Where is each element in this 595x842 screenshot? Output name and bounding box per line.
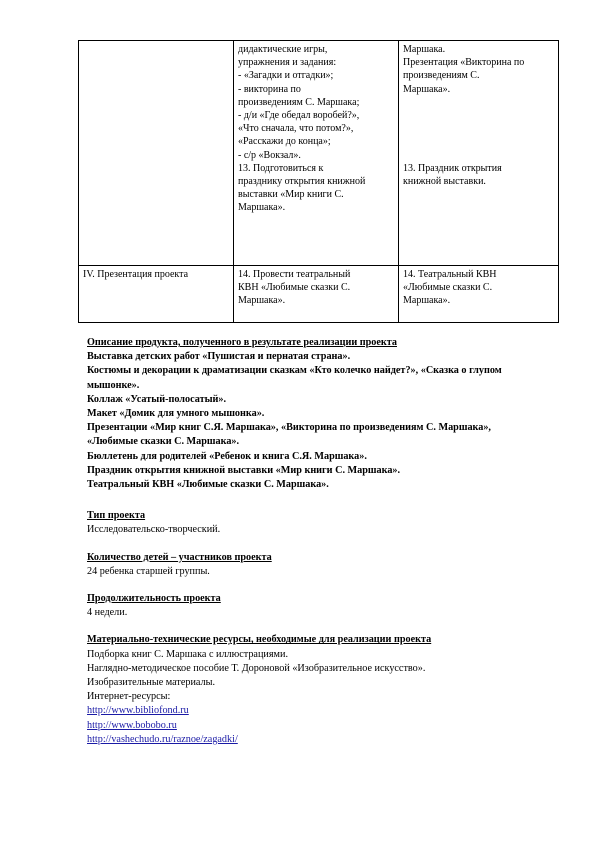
cell-text: произведениям С.	[403, 70, 480, 82]
table-row	[79, 266, 559, 323]
section-value: 4 недели.	[87, 607, 128, 619]
cell-text: 14. Театральный КВН	[403, 269, 497, 280]
results-cell	[399, 41, 559, 266]
results-cell	[399, 266, 559, 323]
cell-text: «Что сначала, что потом?»,	[238, 123, 354, 135]
cell-text: - д/и «Где обедал воробей?»,	[238, 110, 360, 122]
stage-cell	[79, 266, 234, 323]
cell-text: Маршака».	[238, 295, 286, 307]
section-heading: Материально-технические ресурсы, необходимые для реализации проекта	[87, 634, 432, 646]
product-line: Костюмы и декорации к драматизации сказкам «Кто колечко найдет?», «Сказка о глупом	[87, 365, 502, 377]
resources-section	[87, 633, 557, 747]
activities-cell	[234, 266, 399, 323]
cell-text: произведениям С. Маршака;	[238, 96, 360, 108]
section-value: Исследовательско-творческий.	[87, 524, 221, 536]
cell-text: 13. Подготовиться к	[238, 162, 324, 174]
product-line: Презентации «Мир книг С.Я. Маршака», «Викторина по произведениям С. Маршака»,	[87, 422, 491, 434]
resource-line: Подборка книг С. Маршака с иллюстрациями.	[87, 648, 288, 660]
cell-text: 13. Праздник открытия	[403, 162, 502, 174]
resource-line: Интернет-ресурсы:	[87, 691, 171, 703]
cell-text: IV. Презентация проекта	[83, 269, 189, 280]
project-description	[87, 336, 557, 747]
product-line: Театральный КВН «Любимые сказки С. Маршака».	[87, 479, 329, 491]
product-line: мышонке».	[87, 379, 140, 391]
type-section	[87, 509, 557, 537]
section-value: 24 ребенка старшей группы.	[87, 565, 210, 577]
product-line: Макет «Домик для умного мышонка».	[87, 408, 265, 420]
participants-section	[87, 551, 557, 579]
cell-text: Маршака».	[238, 202, 286, 214]
cell-text: Маршака.	[403, 44, 446, 55]
resource-line: Наглядно-методическое пособие Т. Дороновой «Изобразительное искусство».	[87, 662, 426, 674]
product-line: Праздник открытия книжной выставки «Мир книги С. Маршака».	[87, 464, 401, 476]
project-plan-table	[78, 40, 559, 323]
resource-line: Изобразительные материалы.	[87, 677, 215, 689]
cell-text: упражнения и задания:	[238, 57, 337, 69]
cell-text: «Расскажи до конца»;	[238, 136, 331, 148]
cell-text: Презентация «Викторина по	[403, 57, 525, 69]
cell-text: книжной выставки.	[403, 176, 486, 188]
cell-text: дидактические игры,	[238, 44, 328, 55]
cell-text: - «Загадки и отгадки»;	[238, 70, 334, 82]
cell-text: - викторина по	[238, 83, 301, 95]
resource-link-vashechudo[interactable]: http://vashechudo.ru/raznoe/zagadki/	[87, 733, 238, 745]
cell-text: празднику открытия книжной	[238, 176, 366, 188]
activities-cell	[234, 41, 399, 266]
cell-text: - с/р «Вокзал».	[238, 149, 301, 161]
table-row	[79, 41, 559, 266]
cell-text: 14. Провести театральный	[238, 269, 351, 280]
resource-link-bobobo[interactable]: http://www.bobobo.ru	[87, 719, 177, 731]
cell-text: Маршака».	[403, 83, 451, 95]
section-heading: Количество детей – участников проекта	[87, 551, 272, 563]
section-heading: Тип проекта	[87, 510, 146, 522]
product-line: Выставка детских работ «Пушистая и пернатая страна».	[87, 351, 351, 363]
spacer	[403, 96, 554, 162]
product-line: Бюллетень для родителей «Ребенок и книга С.Я. Маршака».	[87, 450, 367, 462]
cell-text: «Любимые сказки С.	[403, 282, 493, 294]
product-section	[87, 336, 557, 492]
cell-text: выставки «Мир книги С.	[238, 189, 344, 201]
product-line: Коллаж «Усатый-полосатый».	[87, 393, 227, 405]
stage-cell	[79, 41, 234, 266]
cell-text: Маршака».	[403, 295, 451, 307]
cell-text: КВН «Любимые сказки С.	[238, 282, 351, 294]
product-line: «Любимые сказки С. Маршака».	[87, 436, 240, 448]
section-heading: Описание продукта, полученного в результате реализации проекта	[87, 337, 397, 348]
section-heading: Продолжительность проекта	[87, 593, 221, 605]
duration-section	[87, 592, 557, 620]
resource-link-bibliofond[interactable]: http://www.bibliofond.ru	[87, 705, 189, 717]
